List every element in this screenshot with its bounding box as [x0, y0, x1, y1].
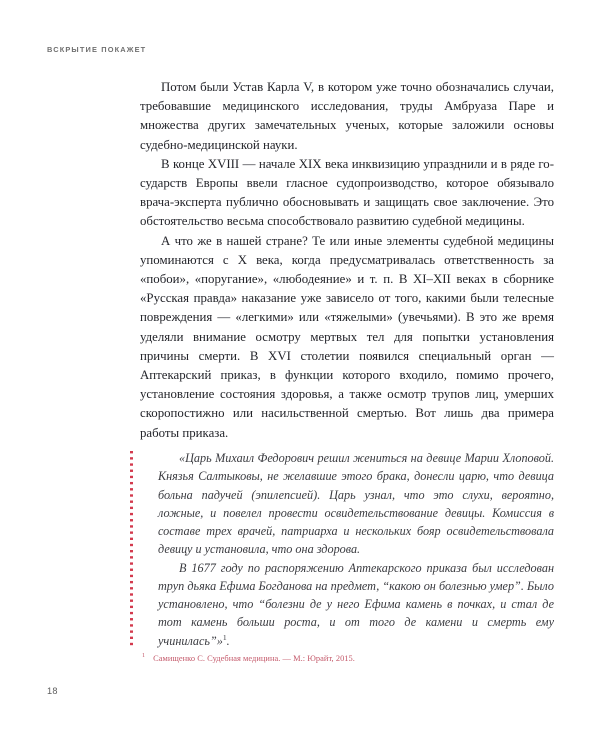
blockquote [130, 449, 554, 650]
quote-paragraph: «Царь Михаил Федорович решил жениться на девице Марии Хлоповой. Князья Салтыковы, не желавшие этого брака, донесли царю, что девица больна падучей (эпилепсией). Царь узнал, что это слухи, вероятно, ложные, и повелел провести освидетельствование девицы. Комиссия в составе трех врачей, патриарха и нескольких бояр освидетельствовала девицу и установила, что она здорова. [158, 451, 554, 557]
footnote-reference[interactable]: 1 [222, 632, 227, 642]
page-number: 18 [47, 686, 58, 696]
footnote-marker: 1 [142, 652, 146, 659]
body-paragraph: В конце XVIII — начале XIX века инквизицию упразднили и в ряде государств Европы ввели гласное судопроизводство, которое обязывало врача-эксперта публично обосновывать и защищать свое заключение. Это обстоятельство весьма способствовало развитию судебной медицины. [140, 156, 554, 229]
footnote [142, 650, 554, 665]
quote-trailing-punctuation: . [226, 633, 230, 648]
running-head: ВСКРЫТИЕ ПОКАЖЕТ [47, 45, 147, 54]
dotted-rule-decoration [130, 451, 133, 647]
footnote-text: Самищенко С. Судебная медицина. — М.: Юрайт, 2015. [153, 653, 355, 663]
body-text-column [140, 78, 554, 443]
quote-paragraph [158, 559, 554, 650]
quote-paragraph-text: В 1677 году по распоряжению Аптекарского приказа был исследован труп дьяка Ефима Богданова на предмет, “какою он болезнью умер”. Было установлено, что “болезни де у него Ефима камень в почках, и стал де тот камень больши роста, и от того де камени и смерть ему учинилась”» [158, 560, 554, 648]
body-paragraph: А что же в нашей стране? Те или иные элементы судебной медицины упоминаются с X века, когда предусматривалась ответственность за «побои», «поругание», «любодеяние» и т. п. В XI–XII веках в сборнике «Русская правда» наказание уже зависело от того, какими были телесные повреждения — «легкими» или «тяжелыми» (увечьями). В это же время уделяли внимание осмотру мертвых тел для попытки установления причины смерти. В XVI столетии появился специальный орган — Аптекарский приказ, в функции которого входило, помимо прочего, установление состояния здоровья, а также осмотр трупов лиц, умерших скоропостижно или насильственной смертью. Вот лишь два примера работы приказа. [140, 233, 554, 440]
body-paragraph: Потом были Устав Карла V, в котором уже точно обозначались случаи, требовавшие медицинского исследования, труды Амбруаза Паре и множества других замечательных ученых, которые заложили основы судебно-медицинской науки. [140, 80, 554, 152]
